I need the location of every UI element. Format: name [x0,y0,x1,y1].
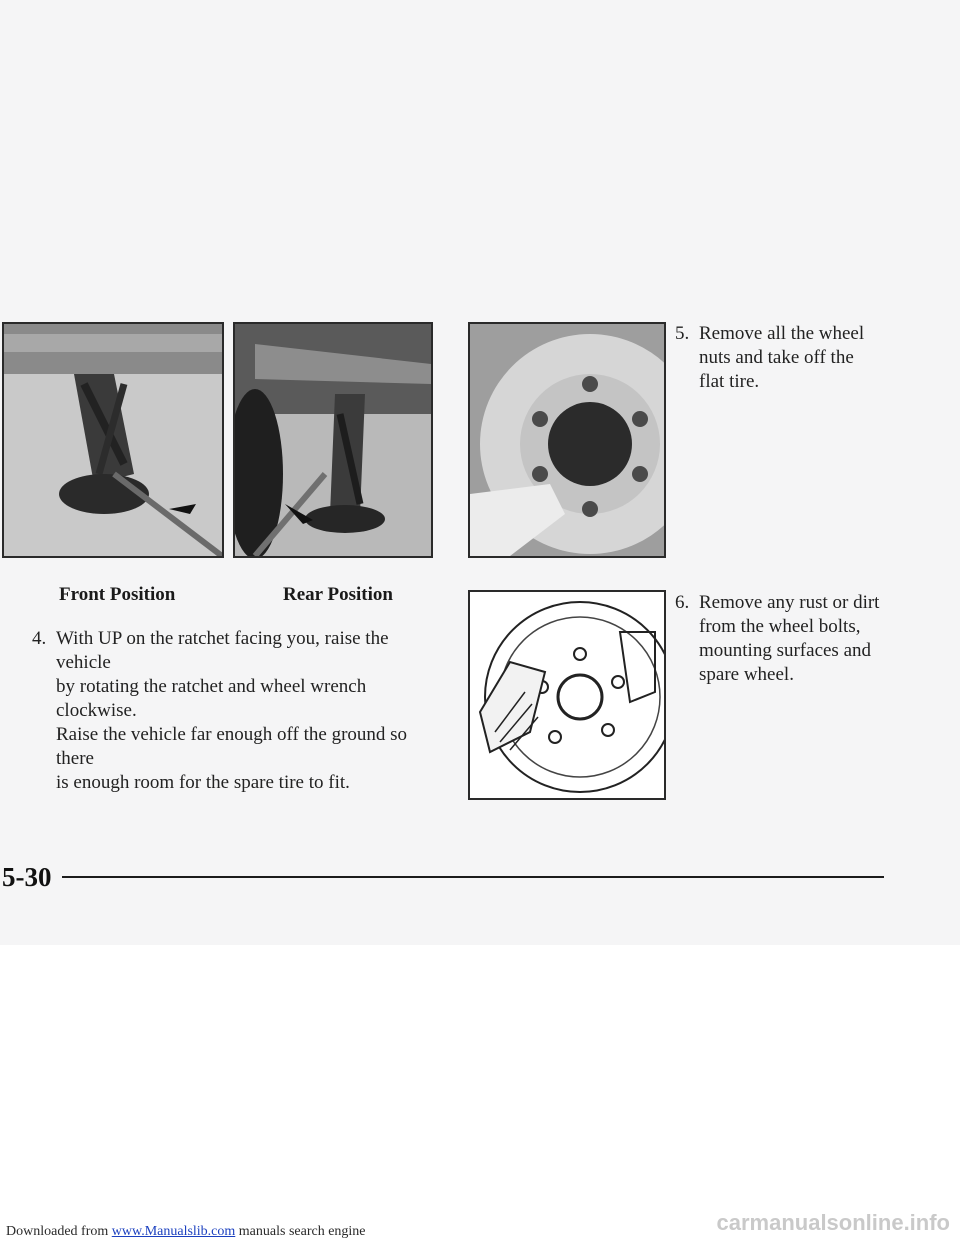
step-5-line: nuts and take off the [699,347,854,368]
step-6-line: from the wheel bolts, [699,616,861,637]
site-watermark: carmanualsonline.info [716,1210,950,1235]
step-5-number: 5. [675,323,690,344]
step-4-line: by rotating the ratchet and wheel wrench clockwise. [56,676,367,721]
front-position-caption: Front Position [59,584,176,605]
step-5 [675,322,915,394]
step-6-line: mounting surfaces and [699,640,872,661]
step-6 [675,591,915,687]
manualslib-link[interactable]: www.Manualslib.com [111,1224,236,1239]
step-4-line: is enough room for the spare tire to fit. [56,772,350,793]
footer-prefix: Downloaded from [6,1224,112,1239]
download-footer [6,1224,366,1240]
step-5-line: Remove all the wheel [699,323,865,344]
front-position-photo [2,322,224,558]
hub-cleaning-drawing [470,592,664,798]
step-6-number: 6. [675,592,690,613]
page-number: 5-30 [2,862,52,892]
step-4-line: Raise the vehicle far enough off the ground so there [56,724,408,769]
step-4 [32,627,432,795]
step-4-line: With UP on the ratchet facing you, raise the vehicle [56,628,389,673]
jack-front-image [4,324,222,556]
rear-position-caption: Rear Position [283,584,393,605]
jack-rear-image [235,324,431,556]
step-6-line: Remove any rust or dirt [699,592,880,613]
wheel-hub-image [470,324,664,556]
footer-suffix: manuals search engine [235,1224,366,1239]
rear-position-photo [233,322,433,558]
step-6-line: spare wheel. [699,664,794,685]
step-5-line: flat tire. [699,371,760,392]
step-4-number: 4. [32,628,47,649]
brake-hub-illustration [468,590,666,800]
footer-rule [62,876,884,878]
wheel-nuts-photo [468,322,666,558]
